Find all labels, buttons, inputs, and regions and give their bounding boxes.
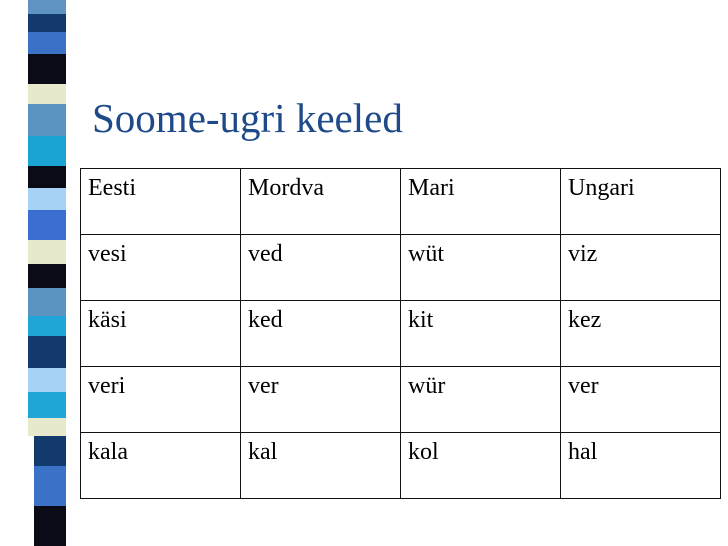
stripe-segment: [28, 336, 66, 368]
table-row: [81, 433, 721, 499]
stripe-segment: [28, 264, 66, 288]
table-header-cell: Mordva: [241, 169, 401, 235]
table-row: [81, 301, 721, 367]
stripe-segment: [28, 84, 66, 104]
table-cell: ver: [241, 367, 401, 433]
table-cell: hal: [561, 433, 721, 499]
slide-title: Soome-ugri keeled: [92, 95, 403, 141]
stripe-segment: [28, 136, 66, 166]
table-header-row: [81, 169, 721, 235]
table-header-cell: Mari: [401, 169, 561, 235]
stripe-segment: [28, 240, 66, 264]
stripe-segment: [28, 368, 66, 392]
stripe-segment: [34, 466, 66, 506]
table-cell: wüt: [401, 235, 561, 301]
stripe-segment: [28, 54, 66, 84]
table-cell: wür: [401, 367, 561, 433]
table-header-cell: Eesti: [81, 169, 241, 235]
table-row: [81, 235, 721, 301]
stripe-segment: [28, 418, 66, 436]
table-cell: ved: [241, 235, 401, 301]
cognate-table: [80, 168, 721, 499]
stripe-segment: [34, 506, 66, 546]
stripe-segment: [28, 188, 66, 210]
stripe-segment: [28, 288, 66, 316]
table-cell: ked: [241, 301, 401, 367]
stripe-segment: [28, 392, 66, 418]
table-cell: kez: [561, 301, 721, 367]
table-cell: ver: [561, 367, 721, 433]
table-header-cell: Ungari: [561, 169, 721, 235]
table-cell: veri: [81, 367, 241, 433]
decorative-stripe-bar: [28, 0, 66, 546]
stripe-segment: [34, 436, 66, 466]
table-row: [81, 367, 721, 433]
stripe-segment: [28, 32, 66, 54]
stripe-segment: [28, 166, 66, 188]
table-cell: käsi: [81, 301, 241, 367]
table-cell: kit: [401, 301, 561, 367]
table-cell: kal: [241, 433, 401, 499]
stripe-segment: [28, 104, 66, 136]
stripe-segment: [28, 0, 66, 14]
table-cell: viz: [561, 235, 721, 301]
stripe-segment: [28, 316, 66, 336]
table-cell: kala: [81, 433, 241, 499]
stripe-segment: [28, 14, 66, 32]
stripe-segment: [28, 210, 66, 240]
table-cell: kol: [401, 433, 561, 499]
table-cell: vesi: [81, 235, 241, 301]
